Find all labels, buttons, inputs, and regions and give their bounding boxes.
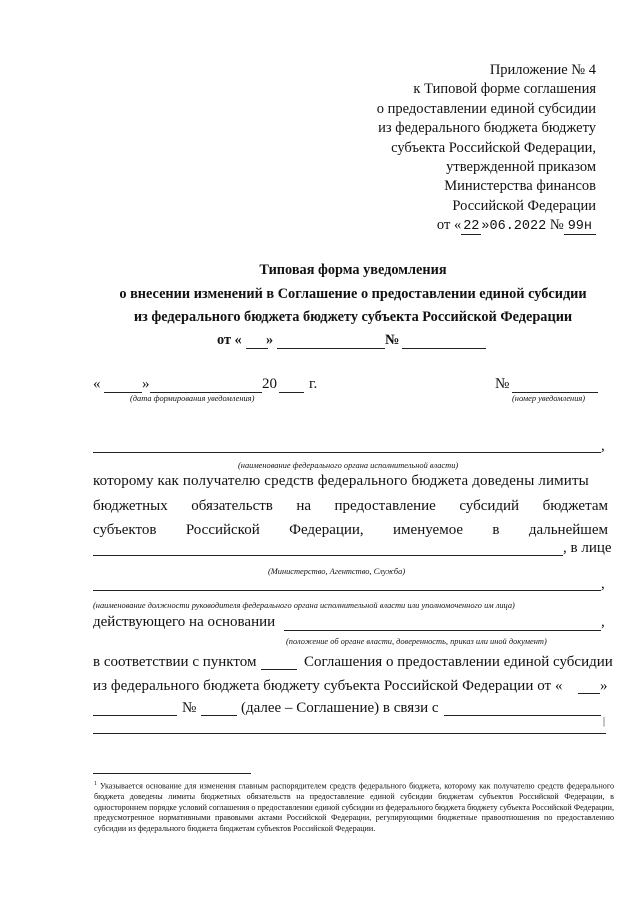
agreement-number-sign: № (182, 700, 197, 716)
appendix-line: Министерства финансов (444, 178, 596, 195)
date-close-quote: » (142, 376, 150, 392)
appendix-line: Российской Федерации (452, 197, 596, 214)
appendix-line: из федерального бюджета бюджету (378, 120, 596, 137)
agreement-number-field[interactable] (201, 715, 237, 716)
further-text: (далее – Соглашение) в связи с (241, 700, 439, 716)
head-position-caption: (наименование должности руководителя федерального органа исполнительной власти или уполномоченного им лица) (93, 601, 515, 610)
notice-number-sign: № (495, 376, 510, 392)
basis-caption: (положение об органе власти, доверенность, приказ или иной документ) (286, 637, 547, 646)
body-line-2: бюджетных обязательств на предоставление субсидий бюджетам (93, 498, 608, 514)
date-year-field[interactable] (279, 392, 304, 393)
date-caption: (дата формирования уведомления) (130, 394, 255, 403)
appendix-date-day: 22 (463, 219, 480, 235)
head-position-field[interactable] (93, 590, 601, 591)
in-person-text: , в лице (563, 540, 612, 556)
ministry-caption: (Министерство, Агентство, Служба) (268, 567, 406, 576)
appendix-line: Приложение № 4 (489, 62, 596, 78)
body-line-1: которому как получателю средств федерального бюджета доведены лимиты (93, 473, 589, 489)
date-day-field[interactable] (104, 392, 142, 393)
date-open-quote: « (93, 376, 101, 392)
document-title-line-2: о внесении изменений в Соглашение о предоставлении единой субсидии (119, 286, 587, 302)
budget-text: из федерального бюджета бюджету субъекта Российской Федерации от « (93, 678, 563, 694)
appendix-date-month-year: »06.2022 (481, 219, 547, 235)
date-year-prefix: 20 (262, 376, 277, 392)
appendix-line: утвержденной приказом (446, 159, 596, 176)
appendix-date-line: от « 22 »06.2022 № 99н (377, 216, 596, 236)
appendix-block (377, 61, 596, 237)
clause-number-field[interactable] (261, 669, 297, 670)
agreement-day-field[interactable] (578, 693, 600, 694)
footnote (94, 779, 614, 835)
ministry-field[interactable] (93, 555, 563, 556)
notice-number-field[interactable] (512, 392, 598, 393)
basis-field[interactable] (284, 630, 601, 631)
reason-continuation-field[interactable] (93, 733, 606, 734)
reason-field[interactable] (444, 715, 601, 716)
authority-caption: (наименование федерального органа исполнительной власти) (238, 461, 459, 470)
appendix-line: к Типовой форме соглашения (413, 81, 596, 98)
agreement-month-field[interactable] (93, 715, 177, 716)
date-year-suffix: г. (309, 376, 318, 392)
date-month-field[interactable] (150, 392, 262, 393)
clause-text-b: Соглашения о предоставлении единой субсидии (304, 654, 613, 670)
document-title-line-1: Типовая форма уведомления (259, 262, 447, 278)
clause-text-a: в соответствии с пунктом (93, 654, 257, 670)
appendix-number: 99н (564, 219, 596, 235)
acting-text: действующего на основании (93, 614, 276, 630)
document-title-line-3: из федерального бюджета бюджету субъекта Российской Федерации (133, 309, 573, 325)
footnote-divider (93, 773, 251, 774)
footnote-mark: 1 (94, 781, 97, 787)
authority-name-field[interactable] (93, 452, 601, 453)
appendix-line: субъекта Российской Федерации, (391, 139, 596, 156)
body-line-3: субъектов Российской Федерации, именуемое в дальнейшем (93, 522, 608, 538)
footnote-text: Указывается основание для изменения главным распорядителем средств федерального бюджета, которому как получателю средств федерального бюджета доведены лимиты бюджетных обязательств на предоставление единой субсидии бюджетам субъектов Российской Федерации, в одностороннем порядке условий соглашения о предоставлении единой субсидии из федерального бюджета бюджету субъекта Российской Федерации, предусмотренное нормативными правовыми актами Российской Федерации, регулирующими бюджетные правоотношения по предоставлению субсидии из федерального бюджета бюджетам субъектов Российской Федерации. (94, 781, 614, 834)
appendix-line: о предоставлении единой субсидии (376, 100, 596, 117)
notice-number-caption: (номер уведомления) (512, 394, 586, 403)
